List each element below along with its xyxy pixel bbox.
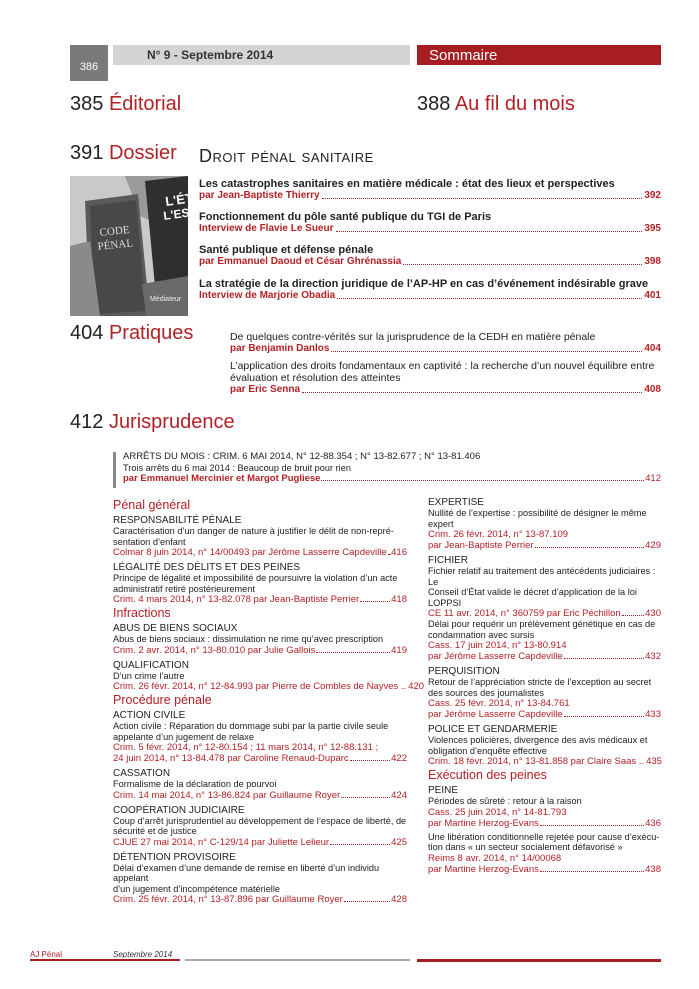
subheading: ABUS DE BIENS SOCIAUX — [113, 623, 238, 634]
subheading: PEINE — [428, 785, 459, 796]
article-author-line: Interview de Marjorie Obadia 401 — [199, 290, 661, 301]
article-title: Les catastrophes sanitaires en matière médicale : état des lieux et perspectives — [199, 178, 615, 190]
entry-ref[interactable]: par Martine Herzog-Evans 438 — [428, 863, 661, 875]
entry-ref[interactable]: par Jean-Baptiste Perrier 429 — [428, 540, 661, 551]
entry-desc: d’un jugement d’incompétence matérielle — [113, 883, 281, 894]
entry-ref[interactable]: Crim. 26 févr. 2014, n° 12-84.993 par Pierre de Combles de Nayves .. 420 — [113, 681, 425, 692]
arrets-author-line: par Emmanuel Mercinier et Margot Pugliese 412 — [123, 473, 661, 484]
page-number: 386 — [70, 45, 108, 81]
entry-desc: Action civile : Réparation du dommage subi par la partie civile seule — [113, 721, 389, 731]
entry-desc: Nullité de l’expertise : possibilité de désigner le même expert — [428, 508, 647, 529]
entry-ref[interactable]: Cass. 25 févr. 2014, n° 13-84.761 — [428, 698, 570, 709]
entry-desc: administratif retiré postérieurement — [113, 583, 255, 594]
article-author-line: par Eric Senna 408 — [230, 384, 661, 395]
pratiques-article[interactable] — [230, 331, 661, 355]
section-pratiques[interactable] — [70, 322, 193, 345]
section-dossier[interactable] — [70, 142, 177, 165]
entry-desc: obligation d’enquête effective — [428, 745, 547, 756]
section-number: 391 — [70, 142, 104, 164]
section-fil-du-mois[interactable] — [417, 93, 575, 116]
footer-month: Septembre 2014 — [113, 950, 173, 959]
subheading: CASSATION — [113, 768, 171, 779]
entry-desc: Principe de légalité et impossibilité de poursuivre la violation d’un acte — [113, 573, 398, 583]
entry-ref[interactable]: Crim. 4 mars 2014, n° 13-82.078 par Jean-Baptiste Perrier 418 — [113, 594, 407, 605]
svg-text:CODE: CODE — [99, 223, 131, 239]
section-title: Éditorial — [108, 93, 182, 115]
entry-desc: des sources des journalistes — [428, 687, 544, 698]
entry-desc: condamnation avec sursis — [428, 629, 535, 640]
section-number: 404 — [70, 322, 104, 344]
entry-ref[interactable]: Crim. 26 févr. 2014, n° 13-87.109 — [428, 529, 569, 540]
subheading: RESPONSABILITÉ PÉNALE — [113, 515, 242, 526]
footer-rule-right — [417, 959, 661, 962]
right-column — [428, 493, 661, 875]
entry-desc: Fichier relatif au traitement des antécédents judiciaires : Le — [428, 566, 656, 587]
entry-ref[interactable]: CE 11 avr. 2014, n° 360759 par Eric Péchillon 430 — [428, 608, 661, 619]
entry-desc: Violences policières, divergence des avis médicaux et — [428, 735, 648, 745]
article-author-line: Interview de Flavie Le Sueur 395 — [199, 223, 661, 234]
pratiques-article[interactable] — [230, 360, 661, 396]
entry-desc: Formalisme de la déclaration de pourvoi — [113, 779, 277, 789]
entry-desc: Délai d’examen d’une demande de remise en liberté d’un individu appelant — [113, 862, 380, 883]
arrets-du-mois[interactable] — [123, 452, 661, 484]
dossier-article[interactable] — [199, 211, 661, 235]
entry-ref[interactable]: 24 juin 2014, n° 13-84.478 par Caroline Renaud-Duparc 422 — [113, 753, 407, 764]
article-title: Fonctionnement du pôle santé publique du TGI de Paris — [199, 211, 492, 223]
article-title: La stratégie de la direction juridique de l’AP-HP en cas d’événement indésirable grave — [199, 278, 649, 290]
entry-ref[interactable]: CJUE 27 mai 2014, n° C-129/14 par Juliette Lelieur 425 — [113, 836, 407, 848]
entry-desc: appelante d’un jugement de relaxe — [113, 731, 254, 742]
arrets-title: Trois arrêts du 6 mai 2014 : Beaucoup de bruit pour rien — [123, 462, 351, 473]
arrets-marker — [113, 452, 116, 488]
entry-ref[interactable]: Crim. 5 févr. 2014, n° 12-80.154 ; 11 mars 2014, n° 12-88.131 ; — [113, 742, 379, 753]
subheading: DÉTENTION PROVISOIRE — [113, 851, 236, 863]
entry-desc: D’un crime l’autre — [113, 670, 185, 681]
entry-desc: Une libération conditionnelle rejetée pour cause d’exécu- — [428, 831, 660, 842]
entry-ref[interactable]: Reims 8 avr. 2014, n° 14/00068 — [428, 852, 562, 864]
subheading: ACTION CIVILE — [113, 710, 186, 721]
footer-rule-middle — [185, 959, 410, 961]
dossier-subtitle: Droit pénal sanitaire — [199, 146, 374, 166]
entry-desc: sentation d’enfant — [113, 536, 186, 547]
entry-ref[interactable]: Cass. 25 juin 2014, n° 14-81.793 — [428, 806, 567, 818]
entry-desc: Abus de biens sociaux : dissimulation ne rime qu’avec prescription — [113, 634, 384, 644]
entry-desc: Caractérisation d’un danger de nature à justifier le délit de non-repré- — [113, 526, 394, 536]
section-jurisprudence[interactable] — [70, 411, 235, 434]
category-execution-peines: Exécution des peines — [428, 768, 547, 782]
article-title-cont: évaluation et résolution des atteintes — [230, 372, 401, 384]
left-column — [113, 497, 425, 905]
entry-desc: Délai pour requérir un prélèvement génétique en cas de — [428, 619, 656, 629]
sommaire-banner: Sommaire — [417, 45, 661, 65]
subheading: FICHIER — [428, 555, 468, 566]
article-author-line: par Benjamin Danlos 404 — [230, 343, 661, 354]
entry-ref[interactable]: Colmar 8 juin 2014, n° 14/00493 par Jérôme Lasserre Capdeville 416 — [113, 547, 407, 558]
entry-ref[interactable]: Crim. 25 févr. 2014, n° 13-87.896 par Guillaume Royer 428 — [113, 894, 407, 905]
dossier-article[interactable] — [199, 278, 661, 302]
section-number: 385 — [70, 93, 104, 115]
section-title: Pratiques — [108, 322, 194, 344]
category-penal-general: Pénal général — [113, 498, 191, 512]
entry-ref[interactable]: Crim. 18 févr. 2014, n° 13-81.858 par Claire Saas .. 435 — [428, 756, 662, 767]
subheading: LÉGALITÉ DES DÉLITS ET DES PEINES — [113, 562, 301, 573]
section-number: 412 — [70, 411, 104, 433]
section-title: Dossier — [108, 142, 177, 164]
subheading: EXPERTISE — [428, 497, 484, 508]
issue-banner: N° 9 - Septembre 2014 — [113, 45, 410, 65]
entry-ref[interactable]: par Jérôme Lasserre Capdeville 433 — [428, 709, 661, 720]
entry-ref[interactable]: par Jérôme Lasserre Capdeville 432 — [428, 651, 661, 662]
subheading: POLICE ET GENDARMERIE — [428, 724, 558, 735]
article-title: De quelques contre-vérités sur la jurisprudence de la CEDH en matière pénale — [230, 331, 596, 343]
entry-ref[interactable]: Crim. 14 mai 2014, n° 13-86.824 par Guillaume Royer 424 — [113, 789, 407, 801]
section-title: Jurisprudence — [108, 411, 235, 433]
entry-desc: Coup d’arrêt jurisprudentiel au développement de l’espace de liberté, de — [113, 815, 407, 826]
arrets-heading: ARRÊTS DU MOIS : CRIM. 6 MAI 2014, N° 12-88.354 ; N° 13-82.677 ; N° 13-81.406 — [123, 451, 481, 462]
entry-desc: Retour de l’appréciation stricte de l’exception au secret — [428, 677, 652, 687]
article-title: L’application des droits fondamentaux en captivité : la recherche d’un nouvel équilibre entre — [230, 360, 655, 372]
svg-text:Médiateur: Médiateur — [150, 296, 182, 303]
svg-text:PÉNAL: PÉNAL — [97, 237, 134, 253]
section-number: 388 — [417, 93, 451, 115]
dossier-article[interactable] — [199, 178, 661, 202]
section-editorial[interactable] — [70, 93, 181, 116]
subheading: QUALIFICATION — [113, 659, 189, 671]
dossier-books-image — [70, 176, 207, 316]
article-author-line: par Jean-Baptiste Thierry 392 — [199, 190, 661, 201]
dossier-article[interactable] — [199, 244, 661, 268]
entry-ref[interactable]: Cass. 17 juin 2014, n° 13-80.914 — [428, 640, 567, 651]
entry-desc: Périodes de sûreté : retour à la raison — [428, 796, 582, 806]
subheading: PERQUISITION — [428, 666, 500, 677]
article-author-line: par Emmanuel Daoud et César Ghrénassia 398 — [199, 256, 661, 267]
footer-journal: AJ Pénal — [30, 950, 63, 959]
entry-desc: tion dans « un secteur socialement défavorisé » — [428, 842, 623, 852]
subheading: COOPÉRATION JUDICIAIRE — [113, 804, 245, 816]
entry-desc: sécurité et de justice — [113, 826, 197, 836]
footer-rule-left — [30, 959, 180, 961]
svg-text:L'ESTO: L'ESTO — [162, 203, 207, 223]
entry-desc: Conseil d’État valide le décret d’application de la loi LOPPSI — [428, 587, 637, 608]
article-title: Santé publique et défense pénale — [199, 244, 374, 256]
section-title: Au fil du mois — [454, 93, 575, 115]
category-infractions: Infractions — [113, 606, 171, 620]
svg-text:L'ÉTA: L'ÉTA — [164, 189, 203, 209]
entry-ref[interactable]: par Martine Herzog-Evans 436 — [428, 817, 661, 829]
entry-ref[interactable]: Crim. 2 avr. 2014, n° 13-80.010 par Julie Gallois 419 — [113, 644, 407, 656]
category-procedure-penale: Procédure pénale — [113, 693, 212, 707]
